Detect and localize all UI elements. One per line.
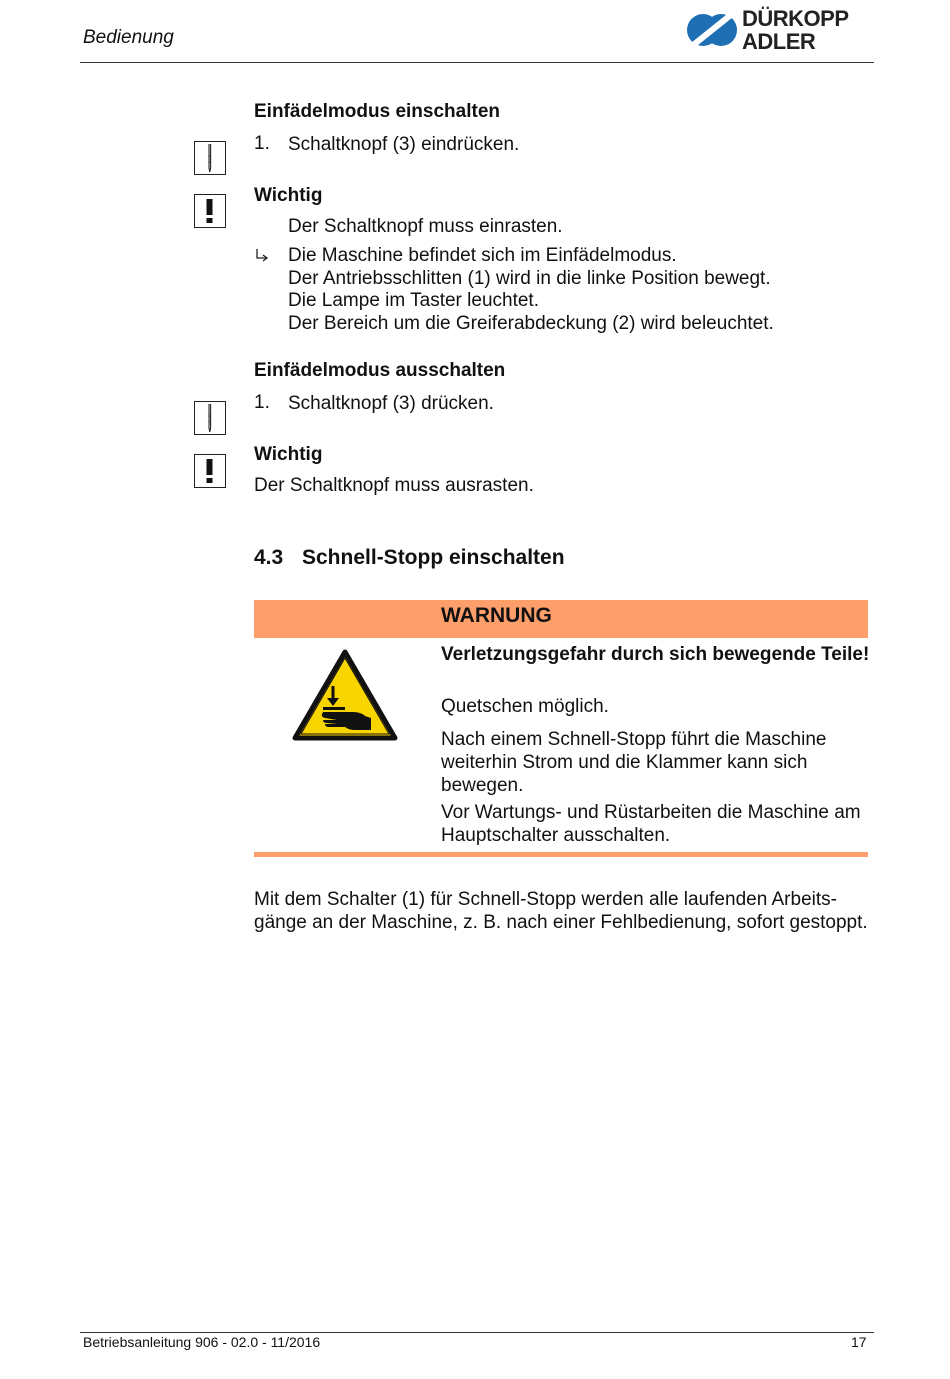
footer-page-number: 17 xyxy=(851,1334,867,1350)
header-section-title: Bedienung xyxy=(83,27,174,48)
footer-divider xyxy=(80,1332,874,1333)
heading-threading-on: Einfädelmodus einschalten xyxy=(254,101,500,122)
logo-mark-icon xyxy=(684,6,740,54)
result-arrow-icon xyxy=(254,246,270,271)
warning-title: Verletzungsgefahr durch sich bewegende Teile! xyxy=(441,644,870,665)
warning-paragraph-3: Vor Wartungs- und Rüstarbeiten die Maschine am Hauptschalter ausschalten. xyxy=(441,802,861,846)
warning-label: WARNUNG xyxy=(441,604,552,627)
important-heading: Wichtig xyxy=(254,185,323,206)
result-line-4: Der Bereich um die Greiferabdeckung (2) wird beleuchtet. xyxy=(288,313,774,334)
footer-document-info: Betriebsanleitung 906 - 02.0 - 11/2016 xyxy=(83,1334,321,1350)
logo-text-line2: ADLER xyxy=(742,29,816,54)
duerkopp-adler-logo xyxy=(684,6,874,54)
crush-hazard-icon xyxy=(291,648,399,747)
warning-paragraph-1: Quetschen möglich. xyxy=(441,696,609,717)
important-text: Der Schaltknopf muss einrasten. xyxy=(288,216,563,237)
warning-paragraph-2: Nach einem Schnell-Stopp führt die Maschine weiterhin Strom und die Klammer kann sich bewegen. xyxy=(441,729,827,796)
section-title xyxy=(254,546,565,570)
warning-bottom-rule xyxy=(254,852,868,857)
needle-icon xyxy=(194,401,226,435)
exclamation-icon xyxy=(194,194,226,228)
important-text: Der Schaltknopf muss ausrasten. xyxy=(254,475,534,496)
header-divider xyxy=(80,62,874,63)
step-text: Schaltknopf (3) eindrücken. xyxy=(288,134,520,155)
section-number: 4.3 xyxy=(254,546,284,569)
step-number: 1. xyxy=(254,392,270,413)
body-paragraph: Mit dem Schalter (1) für Schnell-Stopp werden alle laufenden Arbeits-gänge an der Maschine, z. B. nach einer Fehlbedienung, sofort gestoppt. xyxy=(254,889,868,933)
result-line-1: Die Maschine befindet sich im Einfädelmodus. xyxy=(288,245,677,266)
warning-header-bar xyxy=(254,600,868,638)
needle-icon xyxy=(194,141,226,175)
step-number: 1. xyxy=(254,133,270,154)
logo-text-line1: DÜRKOPP xyxy=(742,6,849,31)
result-line-3: Die Lampe im Taster leuchtet. xyxy=(288,290,539,311)
heading-threading-off: Einfädelmodus ausschalten xyxy=(254,360,506,381)
result-line-2: Der Antriebsschlitten (1) wird in die linke Position bewegt. xyxy=(288,268,771,289)
step-text: Schaltknopf (3) drücken. xyxy=(288,393,494,414)
important-heading: Wichtig xyxy=(254,444,323,465)
exclamation-icon xyxy=(194,454,226,488)
section-title-text: Schnell-Stopp einschalten xyxy=(302,546,565,569)
